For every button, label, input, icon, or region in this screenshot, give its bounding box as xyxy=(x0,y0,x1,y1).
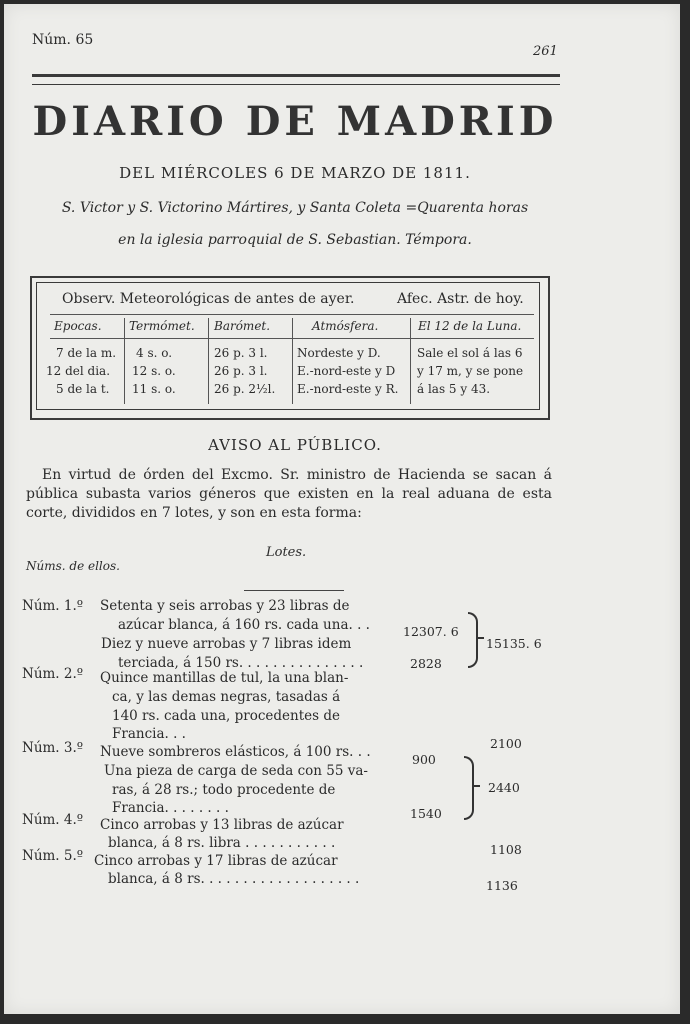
meteo-rule-top xyxy=(50,314,534,315)
meteo-col-divider xyxy=(124,318,125,404)
meteo-title-right: Afec. Astr. de hoy. xyxy=(397,291,524,307)
item-1-line-1: Setenta y seis arrobas y 23 libras de xyxy=(100,598,350,614)
meteo-col-epocas: Epocas. xyxy=(54,319,102,333)
meteo-epoca-1: 7 de la m. xyxy=(56,346,117,360)
meteo-col-baromet: Barómet. xyxy=(214,319,271,333)
meteo-col-atmosfera: Atmósfera. xyxy=(312,319,379,333)
item-3-line-4: Francia. . . . . . . . xyxy=(112,800,229,816)
item-1-label: Núm. 1.º xyxy=(22,598,84,614)
meteo-baro-1: 26 p. 3 l. xyxy=(214,346,268,360)
meteo-col-divider xyxy=(208,318,209,404)
meteo-col-termomet: Termómet. xyxy=(129,319,195,333)
item-1-brace-tip xyxy=(476,637,484,639)
meteo-title-left: Observ. Meteorológicas de antes de ayer. xyxy=(62,291,355,307)
item-3-line-3: ras, á 28 rs.; todo procedente de xyxy=(112,782,336,798)
dateline: DEL MIÉRCOLES 6 DE MARZO DE 1811. xyxy=(119,164,471,182)
masthead-title: DIARIO DE MADRID xyxy=(32,98,558,145)
meteo-col-luna: El 12 de la Luna. xyxy=(418,319,522,333)
item-2-line-4: Francia. . . xyxy=(112,726,186,742)
item-3-label: Núm. 3.º xyxy=(22,740,84,756)
item-1-sub-2: 2828 xyxy=(410,656,442,671)
item-3-brace xyxy=(464,756,474,820)
lotes-label: Lotes. xyxy=(266,545,307,560)
meteo-atm-1: Nordeste y D. xyxy=(297,346,381,360)
meteo-term-1: 4 s. o. xyxy=(136,346,173,360)
nums-label: Núms. de ellos. xyxy=(26,559,120,573)
meteo-baro-3: 26 p. 2½l. xyxy=(214,382,276,396)
item-4-line-1: Cinco arrobas y 13 libras de azúcar xyxy=(100,817,344,833)
aviso-title: AVISO AL PÚBLICO. xyxy=(208,436,382,454)
item-1-line-3: Diez y nueve arrobas y 7 libras idem xyxy=(101,636,352,652)
meteo-atm-2: E.-nord-este y D xyxy=(297,364,396,378)
meteo-luna-2: y 17 m, y se pone xyxy=(417,364,524,378)
item-3-total: 2440 xyxy=(488,780,520,795)
item-1-line-4: terciada, á 150 rs. . . . . . . . . . . . . . . xyxy=(118,655,364,671)
item-3-brace-tip xyxy=(472,785,480,787)
meteo-term-2: 12 s. o. xyxy=(132,364,176,378)
meteo-baro-2: 26 p. 3 l. xyxy=(214,364,268,378)
issue-number: Núm. 65 xyxy=(32,32,94,48)
item-2-label: Núm. 2.º xyxy=(22,666,84,682)
item-2-line-3: 140 rs. cada una, procedentes de xyxy=(112,708,340,724)
item-3-line-1: Nueve sombreros elásticos, á 100 rs. . . xyxy=(100,744,371,760)
item-3-sub-2: 1540 xyxy=(410,806,442,821)
meteo-term-3: 11 s. o. xyxy=(132,382,176,396)
item-5-total: 1136 xyxy=(486,878,518,893)
aviso-paragraph: En virtud de órden del Excmo. Sr. ministro de Hacienda se sacan á pública subasta varios géneros que existen en la real aduana de esta corte, divididos en 7 lotes, y son en esta forma: xyxy=(26,467,552,521)
meteo-atm-3: E.-nord-este y R. xyxy=(297,382,399,396)
item-2-total: 2100 xyxy=(490,736,522,751)
item-4-total: 1108 xyxy=(490,842,522,857)
section-rule xyxy=(244,590,344,591)
meteo-luna-1: Sale el sol á las 6 xyxy=(417,346,523,360)
meteo-epoca-2: 12 del dia. xyxy=(46,364,111,378)
item-5-line-1: Cinco arrobas y 17 libras de azúcar xyxy=(94,853,338,869)
item-2-line-1: Quince mantillas de tul, la una blan- xyxy=(100,670,349,686)
item-1-total: 15135. 6 xyxy=(486,636,542,651)
header-rule xyxy=(32,74,560,85)
item-1-line-2: azúcar blanca, á 160 rs. cada una. . . xyxy=(118,617,370,633)
item-3-sub-1: 900 xyxy=(412,752,436,767)
item-5-label: Núm. 5.º xyxy=(22,848,84,864)
meteo-col-divider xyxy=(410,318,411,404)
item-1-brace xyxy=(468,612,478,668)
page-number: 261 xyxy=(533,44,558,59)
item-4-label: Núm. 4.º xyxy=(22,812,84,828)
item-4-line-2: blanca, á 8 rs. libra . . . . . . . . . . . xyxy=(108,835,336,851)
item-3-line-2: Una pieza de carga de seda con 55 va- xyxy=(104,763,368,779)
item-2-line-2: ca, y las demas negras, tasadas á xyxy=(112,689,341,705)
item-5-line-2: blanca, á 8 rs. . . . . . . . . . . . . . . . . . . xyxy=(108,871,360,887)
meteo-luna-3: á las 5 y 43. xyxy=(417,382,491,396)
meteo-col-divider xyxy=(292,318,293,404)
saints-line-1: S. Victor y S. Victorino Mártires, y Santa Coleta =Quarenta horas xyxy=(61,200,529,216)
item-1-sub-1: 12307. 6 xyxy=(403,624,459,639)
meteo-epoca-3: 5 de la t. xyxy=(56,382,110,396)
saints-line-2: en la iglesia parroquial de S. Sebastian. Témpora. xyxy=(118,232,472,248)
